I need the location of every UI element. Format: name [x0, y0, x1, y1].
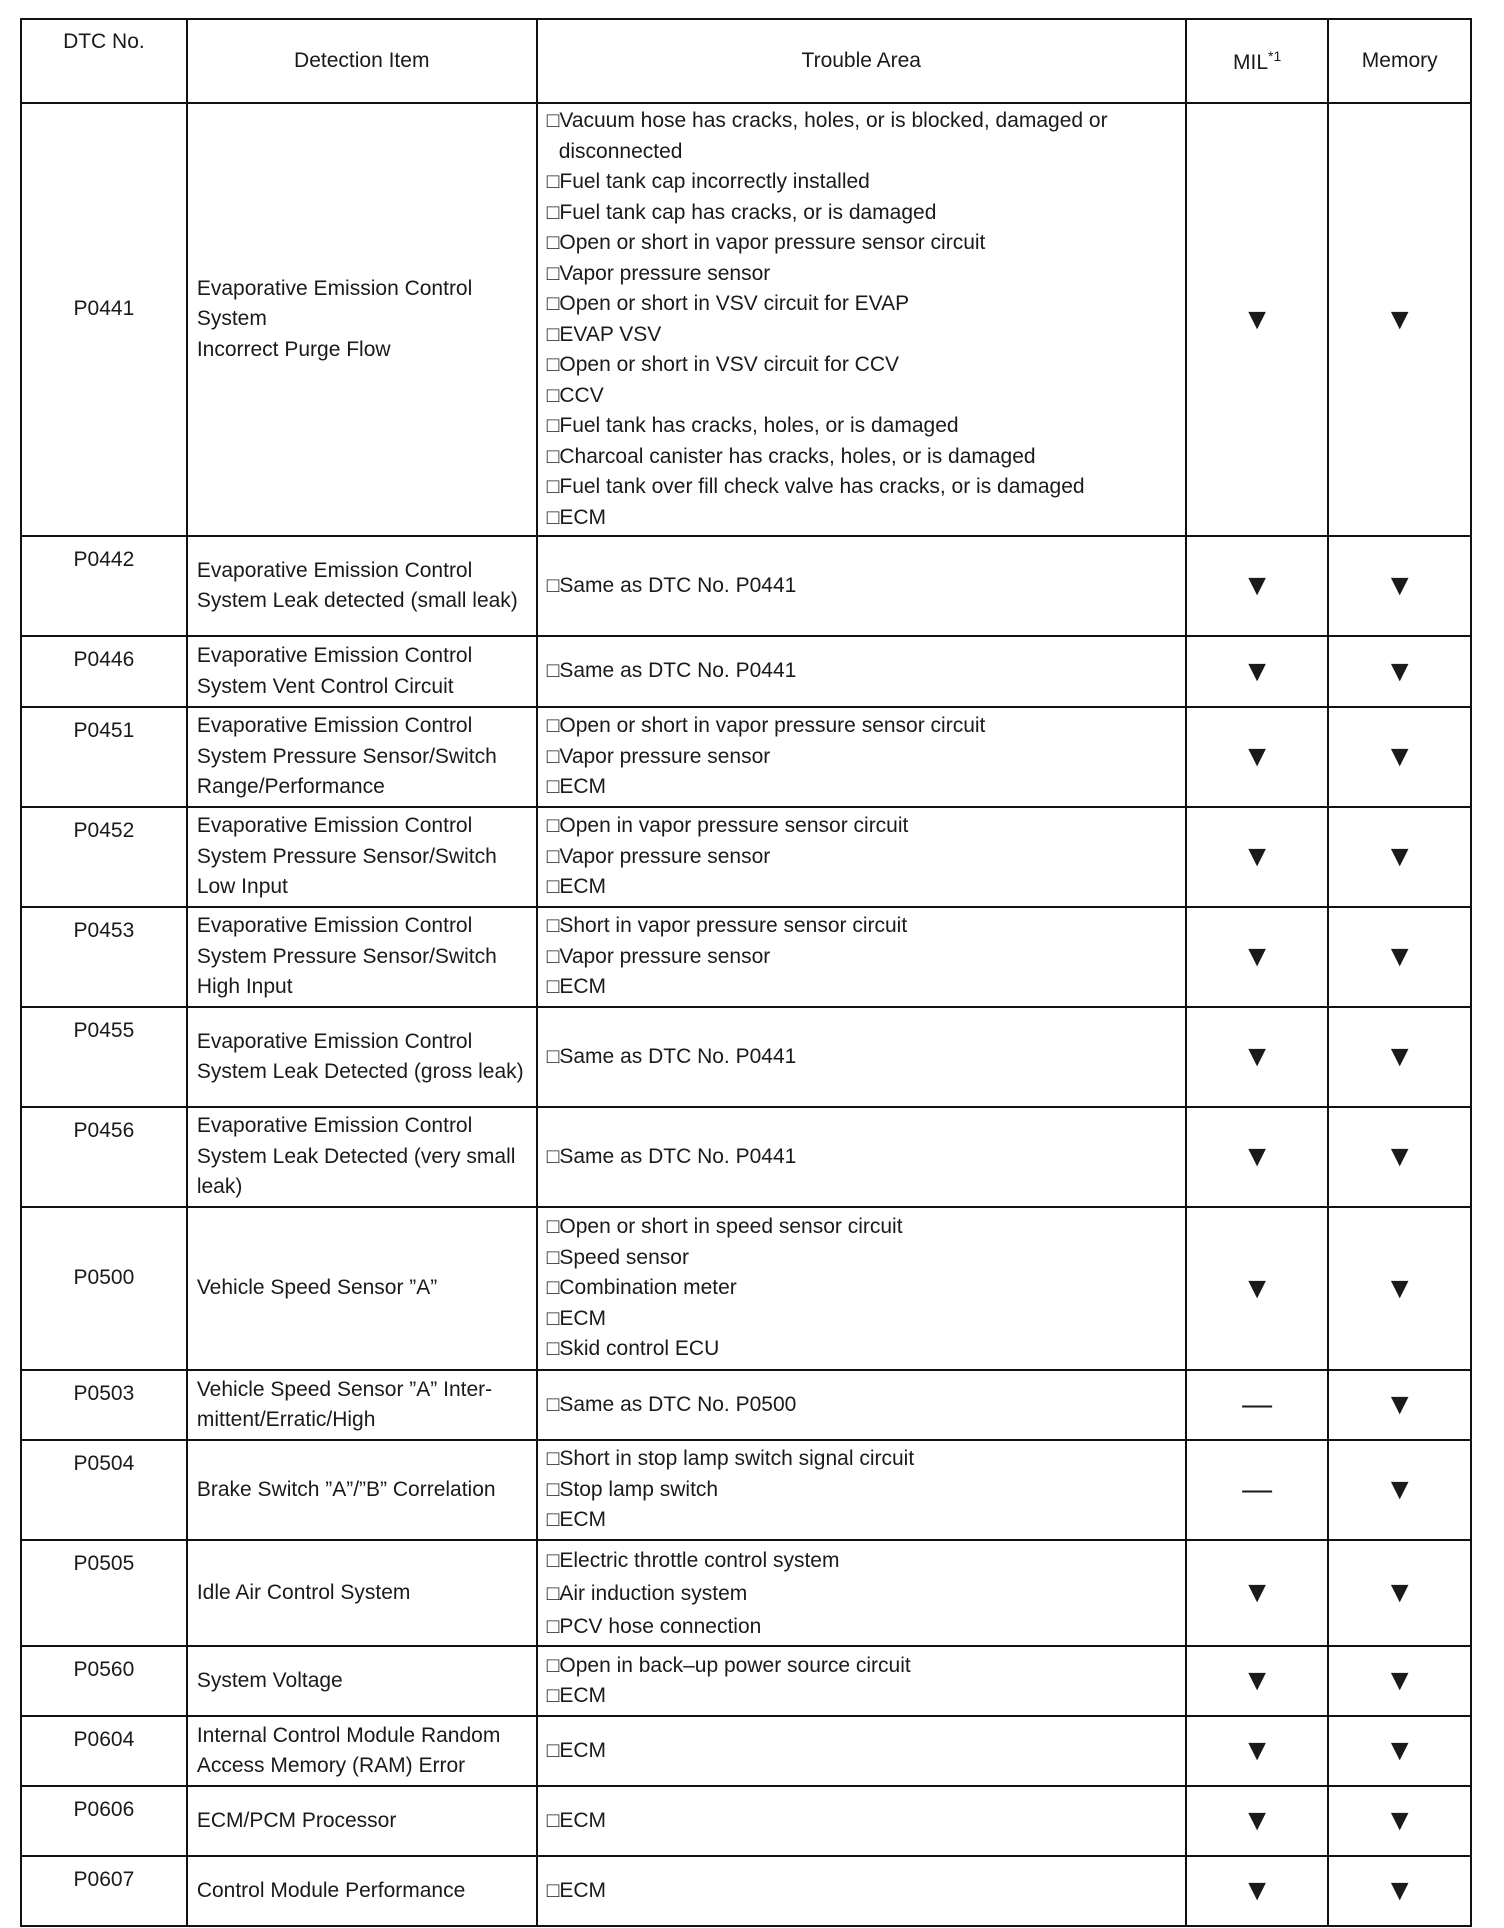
- trouble-area: [537, 1716, 1186, 1786]
- memory-indicator-icon: ▼: [1328, 1716, 1471, 1786]
- header-mil: [1186, 19, 1329, 103]
- trouble-area: [537, 707, 1186, 807]
- table-row: [21, 1856, 1471, 1926]
- memory-indicator-icon: ▼: [1328, 1540, 1471, 1646]
- dtc-number: P0453: [21, 907, 187, 1007]
- trouble-area: [537, 536, 1186, 636]
- trouble-area: [537, 1370, 1186, 1440]
- trouble-area: [537, 1786, 1186, 1856]
- detection-item: System Voltage: [187, 1646, 537, 1716]
- dtc-number: P0446: [21, 636, 187, 707]
- trouble-area-line: □ECM: [546, 1684, 607, 1707]
- table-row: [21, 1107, 1471, 1207]
- table-row: [21, 1207, 1471, 1370]
- mil-indicator-icon: ▼: [1186, 1207, 1329, 1370]
- dtc-number: P0606: [21, 1786, 187, 1856]
- dtc-number: P0451: [21, 707, 187, 807]
- trouble-area-line: □Same as DTC No. P0441: [546, 1144, 797, 1168]
- table-row: [21, 636, 1471, 707]
- dtc-number: P0500: [21, 1207, 187, 1370]
- trouble-area-line: □ECM: [546, 775, 607, 799]
- trouble-area-line: □ECM: [546, 1878, 607, 1902]
- header-mil-footnote: *1: [1268, 47, 1282, 64]
- header-row: [21, 19, 1471, 103]
- table-row: [21, 1786, 1471, 1856]
- table-row: [21, 807, 1471, 907]
- memory-indicator-icon: ▼: [1328, 1856, 1471, 1926]
- detection-item: Evaporative Emission Control System Leak Detected (gross leak): [187, 1007, 537, 1107]
- trouble-area: [537, 103, 1186, 536]
- dtc-number: P0442: [21, 536, 187, 636]
- dtc-number: P0452: [21, 807, 187, 907]
- trouble-area-line: □Same as DTC No. P0441: [546, 659, 797, 683]
- table-row: [21, 1007, 1471, 1107]
- memory-indicator-icon: ▼: [1328, 1440, 1471, 1540]
- detection-item: Idle Air Control System: [187, 1540, 537, 1646]
- header-dtc-no: DTC No.: [21, 19, 187, 103]
- memory-indicator-icon: ▼: [1328, 907, 1471, 1007]
- mil-indicator-icon: ▼: [1186, 707, 1329, 807]
- mil-indicator-icon: ▼: [1186, 1716, 1329, 1786]
- trouble-area-line: □Fuel tank over fill check valve has cracks, or is damaged: [546, 475, 1085, 498]
- trouble-area: [537, 1646, 1186, 1716]
- memory-indicator-icon: ▼: [1328, 103, 1471, 536]
- memory-indicator-icon: ▼: [1328, 707, 1471, 807]
- trouble-area-line: □ECM: [546, 875, 607, 899]
- trouble-area-line: □Vapor pressure sensor: [546, 844, 771, 868]
- table-row: [21, 103, 1471, 536]
- mil-indicator-icon: ▼: [1186, 1007, 1329, 1107]
- trouble-area-line: □Vapor pressure sensor: [546, 944, 771, 968]
- dtc-number: P0607: [21, 1856, 187, 1926]
- trouble-area-line: □Air induction system: [546, 1581, 748, 1605]
- trouble-area-line: □ECM: [546, 1738, 607, 1762]
- trouble-area: [537, 1540, 1186, 1646]
- memory-indicator-icon: ▼: [1328, 636, 1471, 707]
- table-row: [21, 1370, 1471, 1440]
- dtc-number: P0456: [21, 1107, 187, 1207]
- dtc-number: P0560: [21, 1646, 187, 1716]
- trouble-area-line: □Fuel tank cap incorrectly installed: [546, 170, 870, 193]
- header-memory: Memory: [1328, 19, 1471, 103]
- trouble-area-line: □Combination meter: [546, 1276, 737, 1300]
- trouble-area-line: □Same as DTC No. P0441: [546, 1044, 797, 1068]
- mil-indicator-icon: —: [1186, 1370, 1329, 1440]
- trouble-area: [537, 1007, 1186, 1107]
- memory-indicator-icon: ▼: [1328, 1207, 1471, 1370]
- trouble-area-line: □Same as DTC No. P0500: [546, 1392, 797, 1416]
- detection-item: Evaporative Emission Control System Leak detected (small leak): [187, 536, 537, 636]
- dtc-number: P0504: [21, 1440, 187, 1540]
- trouble-area: [537, 1440, 1186, 1540]
- table-row: [21, 1540, 1471, 1646]
- dtc-number: P0503: [21, 1370, 187, 1440]
- memory-indicator-icon: ▼: [1328, 1646, 1471, 1716]
- mil-indicator-icon: ▼: [1186, 1786, 1329, 1856]
- detection-item: Brake Switch ”A”/”B” Correlation: [187, 1440, 537, 1540]
- dtc-number: P0604: [21, 1716, 187, 1786]
- detection-item: Vehicle Speed Sensor ”A”: [187, 1207, 537, 1370]
- trouble-area-line: □Open or short in VSV circuit for CCV: [546, 353, 899, 376]
- mil-indicator-icon: ▼: [1186, 536, 1329, 636]
- trouble-area-line: □Vapor pressure sensor: [546, 744, 771, 768]
- trouble-area-line: □Open or short in vapor pressure sensor circuit: [546, 231, 986, 254]
- trouble-area-line: □Open or short in vapor pressure sensor circuit: [546, 714, 986, 738]
- mil-indicator-icon: ▼: [1186, 103, 1329, 536]
- dtc-number: P0505: [21, 1540, 187, 1646]
- trouble-area-line: □Skid control ECU: [546, 1337, 720, 1361]
- trouble-area-line: □PCV hose connection: [546, 1614, 762, 1638]
- trouble-area-line: □Vapor pressure sensor: [546, 261, 771, 285]
- mil-indicator-icon: ▼: [1186, 907, 1329, 1007]
- table-header: [21, 19, 1471, 103]
- table-row: [21, 1440, 1471, 1540]
- memory-indicator-icon: ▼: [1328, 807, 1471, 907]
- mil-indicator-icon: —: [1186, 1440, 1329, 1540]
- detection-item: [187, 103, 537, 536]
- memory-indicator-icon: ▼: [1328, 1007, 1471, 1107]
- trouble-area: [537, 1856, 1186, 1926]
- table-body: [21, 103, 1471, 1926]
- detection-item: Vehicle Speed Sensor ”A” Inter-mittent/Erratic/High: [187, 1370, 537, 1440]
- mil-indicator-icon: ▼: [1186, 807, 1329, 907]
- dtc-number: P0455: [21, 1007, 187, 1107]
- trouble-area: [537, 1107, 1186, 1207]
- header-trouble-area: Trouble Area: [537, 19, 1186, 103]
- trouble-area: [537, 636, 1186, 707]
- detection-item: Evaporative Emission Control System Leak Detected (very small leak): [187, 1107, 537, 1207]
- trouble-area-line: □EVAP VSV: [546, 322, 662, 346]
- detection-item: Evaporative Emission Control System Pressure Sensor/Switch Low Input: [187, 807, 537, 907]
- detection-item-line: Evaporative Emission Control System: [196, 276, 473, 331]
- detection-item: Control Module Performance: [187, 1856, 537, 1926]
- table-row: [21, 1646, 1471, 1716]
- memory-indicator-icon: ▼: [1328, 1370, 1471, 1440]
- trouble-area: [537, 807, 1186, 907]
- trouble-area-line: □Open in back–up power source circuit: [546, 1653, 911, 1677]
- trouble-area-line: □Open or short in speed sensor circuit: [546, 1215, 903, 1239]
- trouble-area-line: □Open or short in VSV circuit for EVAP: [546, 292, 910, 315]
- trouble-area-line: □Electric throttle control system: [546, 1548, 840, 1572]
- mil-indicator-icon: ▼: [1186, 1540, 1329, 1646]
- trouble-area-line: □Open in vapor pressure sensor circuit: [546, 814, 909, 838]
- table-row: [21, 536, 1471, 636]
- detection-item: Evaporative Emission Control System Vent Control Circuit: [187, 636, 537, 707]
- memory-indicator-icon: ▼: [1328, 1107, 1471, 1207]
- header-detection-item: Detection Item: [187, 19, 537, 103]
- trouble-area-line: □Charcoal canister has cracks, holes, or is damaged: [546, 444, 1036, 468]
- trouble-area-line: □ECM: [546, 1508, 607, 1532]
- trouble-area-line: □Same as DTC No. P0441: [546, 573, 797, 597]
- mil-indicator-icon: ▼: [1186, 1646, 1329, 1716]
- memory-indicator-icon: ▼: [1328, 1786, 1471, 1856]
- memory-indicator-icon: ▼: [1328, 536, 1471, 636]
- table-row: [21, 707, 1471, 807]
- trouble-area: [537, 907, 1186, 1007]
- trouble-area-line: □Speed sensor: [546, 1245, 689, 1269]
- trouble-area-line: □Short in vapor pressure sensor circuit: [546, 914, 908, 938]
- detection-item: Evaporative Emission Control System Pressure Sensor/Switch Range/Performance: [187, 707, 537, 807]
- detection-item-line: Incorrect Purge Flow: [196, 337, 391, 361]
- trouble-area-line: □Short in stop lamp switch signal circuit: [546, 1447, 915, 1471]
- trouble-area-line: □Fuel tank has cracks, holes, or is damaged: [546, 414, 959, 437]
- dtc-table: [20, 18, 1472, 1927]
- trouble-area-line: □ECM: [546, 975, 607, 999]
- trouble-area-line: □ECM: [546, 1306, 607, 1330]
- trouble-area: [537, 1207, 1186, 1370]
- table-row: [21, 1716, 1471, 1786]
- detection-item: ECM/PCM Processor: [187, 1786, 537, 1856]
- header-mil-label: MIL: [1233, 50, 1269, 74]
- dtc-number: P0441: [21, 103, 187, 536]
- trouble-area-line: □Stop lamp switch: [546, 1477, 719, 1501]
- mil-indicator-icon: ▼: [1186, 636, 1329, 707]
- detection-item: Evaporative Emission Control System Pressure Sensor/Switch High Input: [187, 907, 537, 1007]
- trouble-area-line: □ECM: [546, 505, 607, 529]
- trouble-area-line: □Vacuum hose has cracks, holes, or is blocked, damaged or disconnected: [546, 109, 1108, 163]
- trouble-area-line: □Fuel tank cap has cracks, or is damaged: [546, 200, 937, 224]
- table-row: [21, 907, 1471, 1007]
- detection-item: Internal Control Module Random Access Memory (RAM) Error: [187, 1716, 537, 1786]
- trouble-area-line: □CCV: [546, 383, 604, 407]
- mil-indicator-icon: ▼: [1186, 1856, 1329, 1926]
- mil-indicator-icon: ▼: [1186, 1107, 1329, 1207]
- trouble-area-line: □ECM: [546, 1808, 607, 1832]
